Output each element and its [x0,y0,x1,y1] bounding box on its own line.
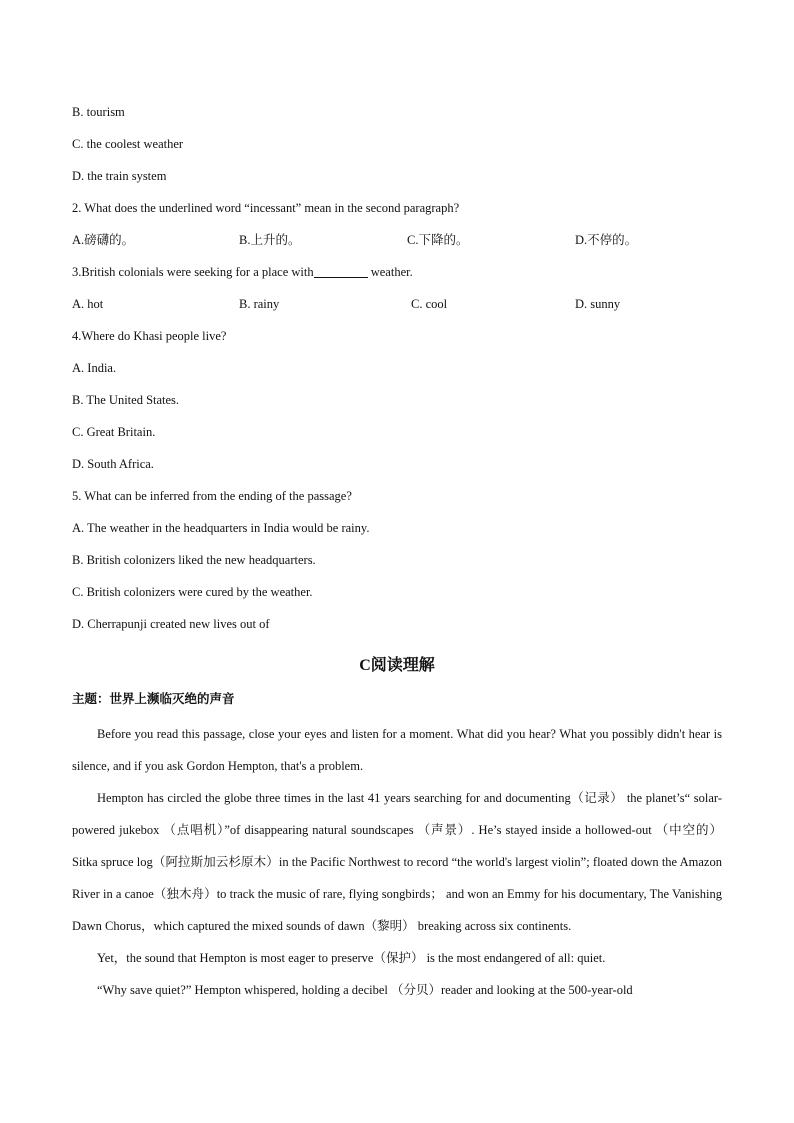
q5-option-d: D. Cherrapunji created new lives out of [72,617,270,631]
q5-option-b: B. British colonizers liked the new headquarters. [72,553,316,567]
q3-blank [314,263,368,278]
q4-option-d: D. South Africa. [72,457,154,471]
q2-option-c: C.下降的。 [407,233,469,247]
q3-stem [72,258,722,290]
section-theme: 主题：世界上濒临灭绝的声音 [72,691,235,706]
q3-stem-after: weather. [367,265,413,279]
section-title: C阅读理解 [359,657,435,674]
q3-option-d: D. sunny [575,297,621,311]
document-page [72,98,722,1006]
q3-options [72,290,722,322]
q5-option-a: A. The weather in the headquarters in India would be rainy. [72,521,370,535]
q4-option-c: C. Great Britain. [72,425,156,439]
q2-option-d: D.不停的。 [575,233,638,247]
q4-stem: 4.Where do Khasi people live? [72,329,227,343]
q1-option-b: B. tourism [72,105,125,119]
q4-option-a: A. India. [72,361,117,375]
q5-stem: 5. What can be inferred from the ending of the passage? [72,489,352,503]
q3-option-c: C. cool [411,297,448,311]
passage-paragraph-2: Hempton has circled the globe three times in the last 41 years searching for and documenting（记录） the planet’s“ solar-powered jukebox （点唱机）”of disappearing natural soundscapes （声景）. He’s stayed inside a hollowed-out （中空的） Sitka spruce log（阿拉斯加云杉原木）in the Pacific Northwest to record “the world's largest violin”; floated down the Amazon River in a canoe（独木舟）to track the music of rare, flying songbirds； and won an Emmy for his documentary, The Vanishing Dawn Chorus，which captured the mixed sounds of dawn（黎明） breaking across six continents. [72,791,722,933]
q3-option-a: A. hot [72,297,104,311]
q2-options [72,226,722,258]
q2-option-b: B.上升的。 [239,233,301,247]
q3-option-b: B. rainy [239,297,280,311]
q5-option-c: C. British colonizers were cured by the weather. [72,585,313,599]
q2-option-a: A.磅礴的。 [72,233,135,247]
passage-paragraph-3: Yet，the sound that Hempton is most eager to preserve（保护） is the most endangered of all: quiet. [97,951,606,965]
q2-stem: 2. What does the underlined word “incessant” mean in the second paragraph? [72,201,460,215]
passage-paragraph-4: “Why save quiet?” Hempton whispered, holding a decibel （分贝）reader and looking at the 500-year-old [97,983,633,997]
q4-option-b: B. The United States. [72,393,180,407]
q1-option-d: D. the train system [72,169,167,183]
passage-paragraph-1: Before you read this passage, close your eyes and listen for a moment. What did you hear? What you possibly didn't hear is silence, and if you ask Gordon Hempton, that's a problem. [72,727,722,773]
q3-stem-before: 3.British colonials were seeking for a place with [72,265,314,279]
q1-option-c: C. the coolest weather [72,137,184,151]
